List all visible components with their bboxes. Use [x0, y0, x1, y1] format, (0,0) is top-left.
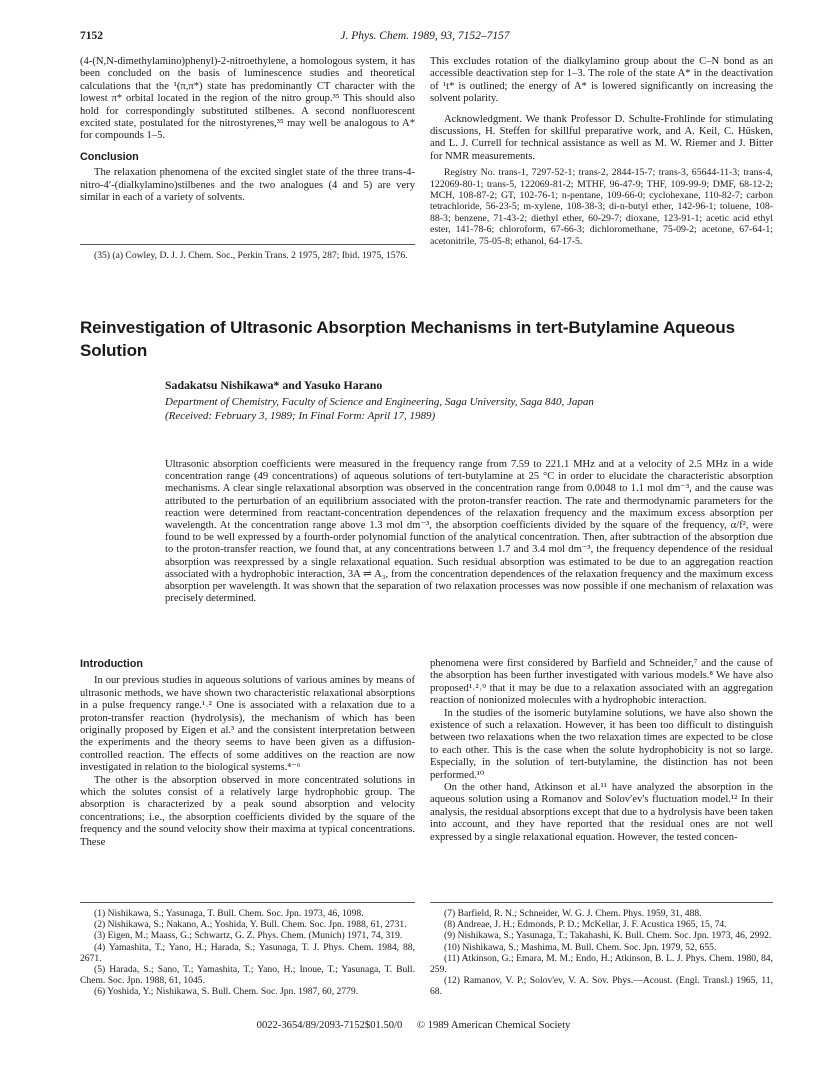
intro-left-column	[80, 658, 415, 849]
conclusion-heading: Conclusion	[80, 150, 139, 163]
affiliation-block	[165, 396, 785, 424]
prev-article-paragraph: (4-(N,N-dimethylamino)phenyl)-2-nitroethylene, a homologous system, it has been concluded on the basis of luminescence studies and theoretical calculations that the ¹(π,π*) state has predominantly CT character with the lowest π* orbital located in the region of the nitro group.³⁵ This should also hold for correspondingly substituted stilbenes. A second nonfluorescent excited state, postulated for the nitrostyrenes,³⁵ may well be analogous to A* for compounds 1–5.	[80, 56, 415, 142]
references-right	[430, 908, 773, 998]
reference-item: (3) Eigen, M.; Maass, G.; Schwartz, G. Z. Phys. Chem. (Munich) 1971, 74, 319.	[94, 930, 403, 942]
page-footer	[0, 1020, 827, 1031]
introduction-heading: Introduction	[80, 658, 143, 670]
reference-item: (11) Atkinson, G.; Emara, M. M.; Endo, H.; Atkinson, B. L. J. Phys. Chem. 1980, 84, 259.	[430, 952, 773, 976]
intro-paragraph-4: In the studies of the isomeric butylamine solutions, we have also shown the existence of such a relaxation. However, it has been too difficult to distinguish between two relaxations when the two relaxation times are expected to be close to each other. This is the case when the solute hydrophobicity is not so large. Especially, in the solution of tert-butylamine, the distinction has not been performed.¹⁰	[430, 707, 773, 781]
running-header	[80, 30, 770, 46]
article-title: Reinvestigation of Ultrasonic Absorption Mechanisms in tert-Butylamine Aqueous Solution	[80, 318, 735, 360]
reference-item: (5) Harada, S.; Sano, T.; Yamashita, T.; Yano, H.; Inoue, T.; Yasunaga, T. Bull. Chem. Soc. Jpn. 1988, 61, 1045.	[80, 964, 415, 987]
reference-item: (2) Nishikawa, S.; Nakano, A.; Yoshida, Y. Bull. Chem. Soc. Jpn. 1988, 61, 2731.	[94, 919, 407, 931]
prev-article-footnotes	[80, 250, 415, 261]
journal-citation: J. Phys. Chem. 1989, 93, 7152–7157	[340, 30, 510, 42]
reference-item: (4) Yamashita, T.; Yano, H.; Harada, S.; Yasunaga, T. J. Phys. Chem. 1984, 88, 2671.	[80, 941, 415, 964]
abstract	[165, 459, 773, 605]
abstract-text: Ultrasonic absorption coefficients were measured in the frequency range from 7.59 to 221.1 MHz and at a velocity of 2.5 MHz in a wide concentration range (49 concentrations) of aqueous solutions of tert-butylamine at 25 °C in order to elucidate the characteristic absorption mechanisms. A clear single relaxational absorption was observed in the concentration range from 0.0048 to 1.1 mol dm⁻³, and the cause was attributed to the perturbation of an equilibrium associated with the proton-transfer reaction. The rate and thermodynamic parameters for the reaction were determined from reactant-concentration dependences of the relaxation frequency and the maximum excess absorption per wavelength. At the concentration range above 1.3 mol dm⁻³, the absorption coefficients divided by the square of the frequency, α/f², were found to be well expressed by a fourth-order polynomial function of the analytical concentration. Then, after subtraction of the absorption due to the proton-transfer reaction, we found that, at any concentrations between 1.7 and 3.4 mol dm⁻³, the frequency dependence of the residual absorption was reexpressed by a single relaxational equation. Such residual absorption was estimated to be due to an aggregation reaction associated with a hydrophobic interaction, 3A ⇌ A₃, from the concentration dependences of the relaxation frequency and the maximum excess absorption per wavelength. It was shown that the separation of two relaxation processes was now possible if one mechanism of relaxation was precisely determined.	[165, 459, 773, 605]
received-dates: (Received: February 3, 1989; In Final Form: April 17, 1989)	[165, 409, 436, 422]
footnote-divider	[80, 244, 415, 245]
acknowledgment: Acknowledgment. We thank Professor D. Schulte-Frohlinde for stimulating discussions, H. Steffen for skillful preparative work, and A. Keil, C. Hüsken, and L. J. Currell for technical assistance as well as M. W. Riemer and J. Bitter for NMR measurements.	[430, 113, 773, 162]
intro-paragraph-5: On the other hand, Atkinson et al.¹¹ have analyzed the absorption in the aqueous solution using a Romanov and Solov′ev's fluctuation model.¹² In their analysis, the residual absorptions except that due to a hydrolysis have been taken into account, and they have reported that the residual ones are not well expressed by a single relaxational equation. However, the tested concen-	[430, 782, 773, 843]
article-authors: Sadakatsu Nishikawa* and Yasuko Harano	[165, 378, 383, 392]
references-left	[80, 908, 415, 998]
reference-item: (9) Nishikawa, S.; Yasunaga, T.; Takahashi, K. Bull. Chem. Soc. Jpn. 1973, 46, 2992.	[444, 930, 772, 942]
intro-right-column	[430, 658, 773, 844]
prev-article-paragraph-right: This excludes rotation of the dialkylamino group about the C–N bond as an accessible deactivation step for 1–3. The role of the state A* in the deactivation of ¹t* is outlined; the energy of A* is lowered significantly on increasing the solvent polarity.	[430, 56, 773, 105]
reference-item: (8) Andreae, J. H.; Edmonds, P. D.; McKellar, J. F. Acustica 1965, 15, 74.	[444, 919, 727, 931]
page-number: 7152	[80, 30, 103, 42]
reference-item: (1) Nishikawa, S.; Yasunaga, T. Bull. Chem. Soc. Jpn. 1973, 46, 1098.	[94, 908, 364, 919]
prev-article-right-column	[430, 56, 773, 247]
reference-item: (12) Ramanov, V. P.; Solov'ev, V. A. Sov. Phys.—Acoust. (Engl. Transl.) 1965, 11, 68.	[430, 975, 773, 998]
affiliation: Department of Chemistry, Faculty of Science and Engineering, Saga University, Saga 840, Japan	[165, 396, 594, 408]
intro-paragraph-1: In our previous studies in aqueous solutions of various amines by means of ultrasonic methods, we have shown two characteristic relaxational absorptions in a pulse frequency range.¹˒² One is associated with a relaxation due to a proton-transfer reaction (hydrolysis), the mechanism of which has been originally proposed by Eigen et al.³ and the consistent interpretation between the experiments and the theory seems to have been given as a diffusion-controlled reaction. The effects of some additives on the reaction are now investigated in relation to the biological systems.⁴⁻⁶	[80, 675, 415, 774]
reference-item: (6) Yoshida, Y.; Nishikawa, S. Bull. Chem. Soc. Jpn. 1987, 60, 2779.	[94, 986, 359, 998]
registry-numbers: Registry No. trans-1, 7297-52-1; trans-2, 2844-15-7; trans-3, 65644-11-3; trans-4, 122069-80-1; trans-5, 122069-81-2; MTHF, 96-47-9; THF, 109-99-9; DMF, 68-12-2; MCH, 108-87-2; GT, 102-76-1; n-pentane, 109-66-0; cyclohexane, 110-82-7; carbon tetrachloride, 56-23-5; m-xylene, 108-38-3; di-n-butyl ether, 142-96-1; toluene, 108-88-3; benzene, 71-43-2; diethyl ether, 60-29-7; dioxane, 123-91-1; acetic acid ethyl ester, 141-78-6; chloroform, 67-66-3; dichloromethane, 75-09-2; acetone, 67-64-1; acetonitrile, 75-05-8; ethanol, 64-17-5.	[430, 167, 773, 247]
footnote-35: (35) (a) Cowley, D. J. J. Chem. Soc., Perkin Trans. 2 1975, 287; Ibid. 1975, 1576.	[94, 250, 408, 261]
references-divider-left	[80, 902, 415, 903]
conclusion-text: The relaxation phenomena of the excited singlet state of the three trans-4-nitro-4′-(dialkylamino)stilbenes and the two analogues (4 and 5) are very similar in each of a variety of solvents.	[80, 167, 415, 204]
copyright: © 1989 American Chemical Society	[416, 1020, 571, 1031]
publication-code: 0022-3654/89/2093-7152$01.50/0	[256, 1020, 403, 1031]
reference-item: (7) Barfield, R. N.; Schneider, W. G. J. Chem. Phys. 1959, 31, 488.	[444, 908, 702, 919]
intro-paragraph-2: The other is the absorption observed in more concentrated solutions in which the solutes consist of a relatively large hydrophobic group. The absorption is characterized by a peak sound absorption and velocity concentrations; i.e., the absorption coefficients divided by the square of the frequency and the sound velocity show their maxima at typical concentrations. These	[80, 774, 415, 848]
intro-paragraph-3: phenomena were first considered by Barfield and Schneider,⁷ and the cause of the absorption has been further investigated with various models.⁸ We have also proposed¹˒²˒⁹ that it may be due to a relaxation associated with an aggregation reaction of nonionized molecules with a hydrophobic interaction.	[430, 658, 773, 707]
prev-article-left-column	[80, 56, 415, 204]
reference-item: (10) Nishikawa, S.; Mashima, M. Bull. Chem. Soc. Jpn. 1979, 52, 655.	[444, 941, 717, 953]
references-divider-right	[430, 902, 773, 903]
